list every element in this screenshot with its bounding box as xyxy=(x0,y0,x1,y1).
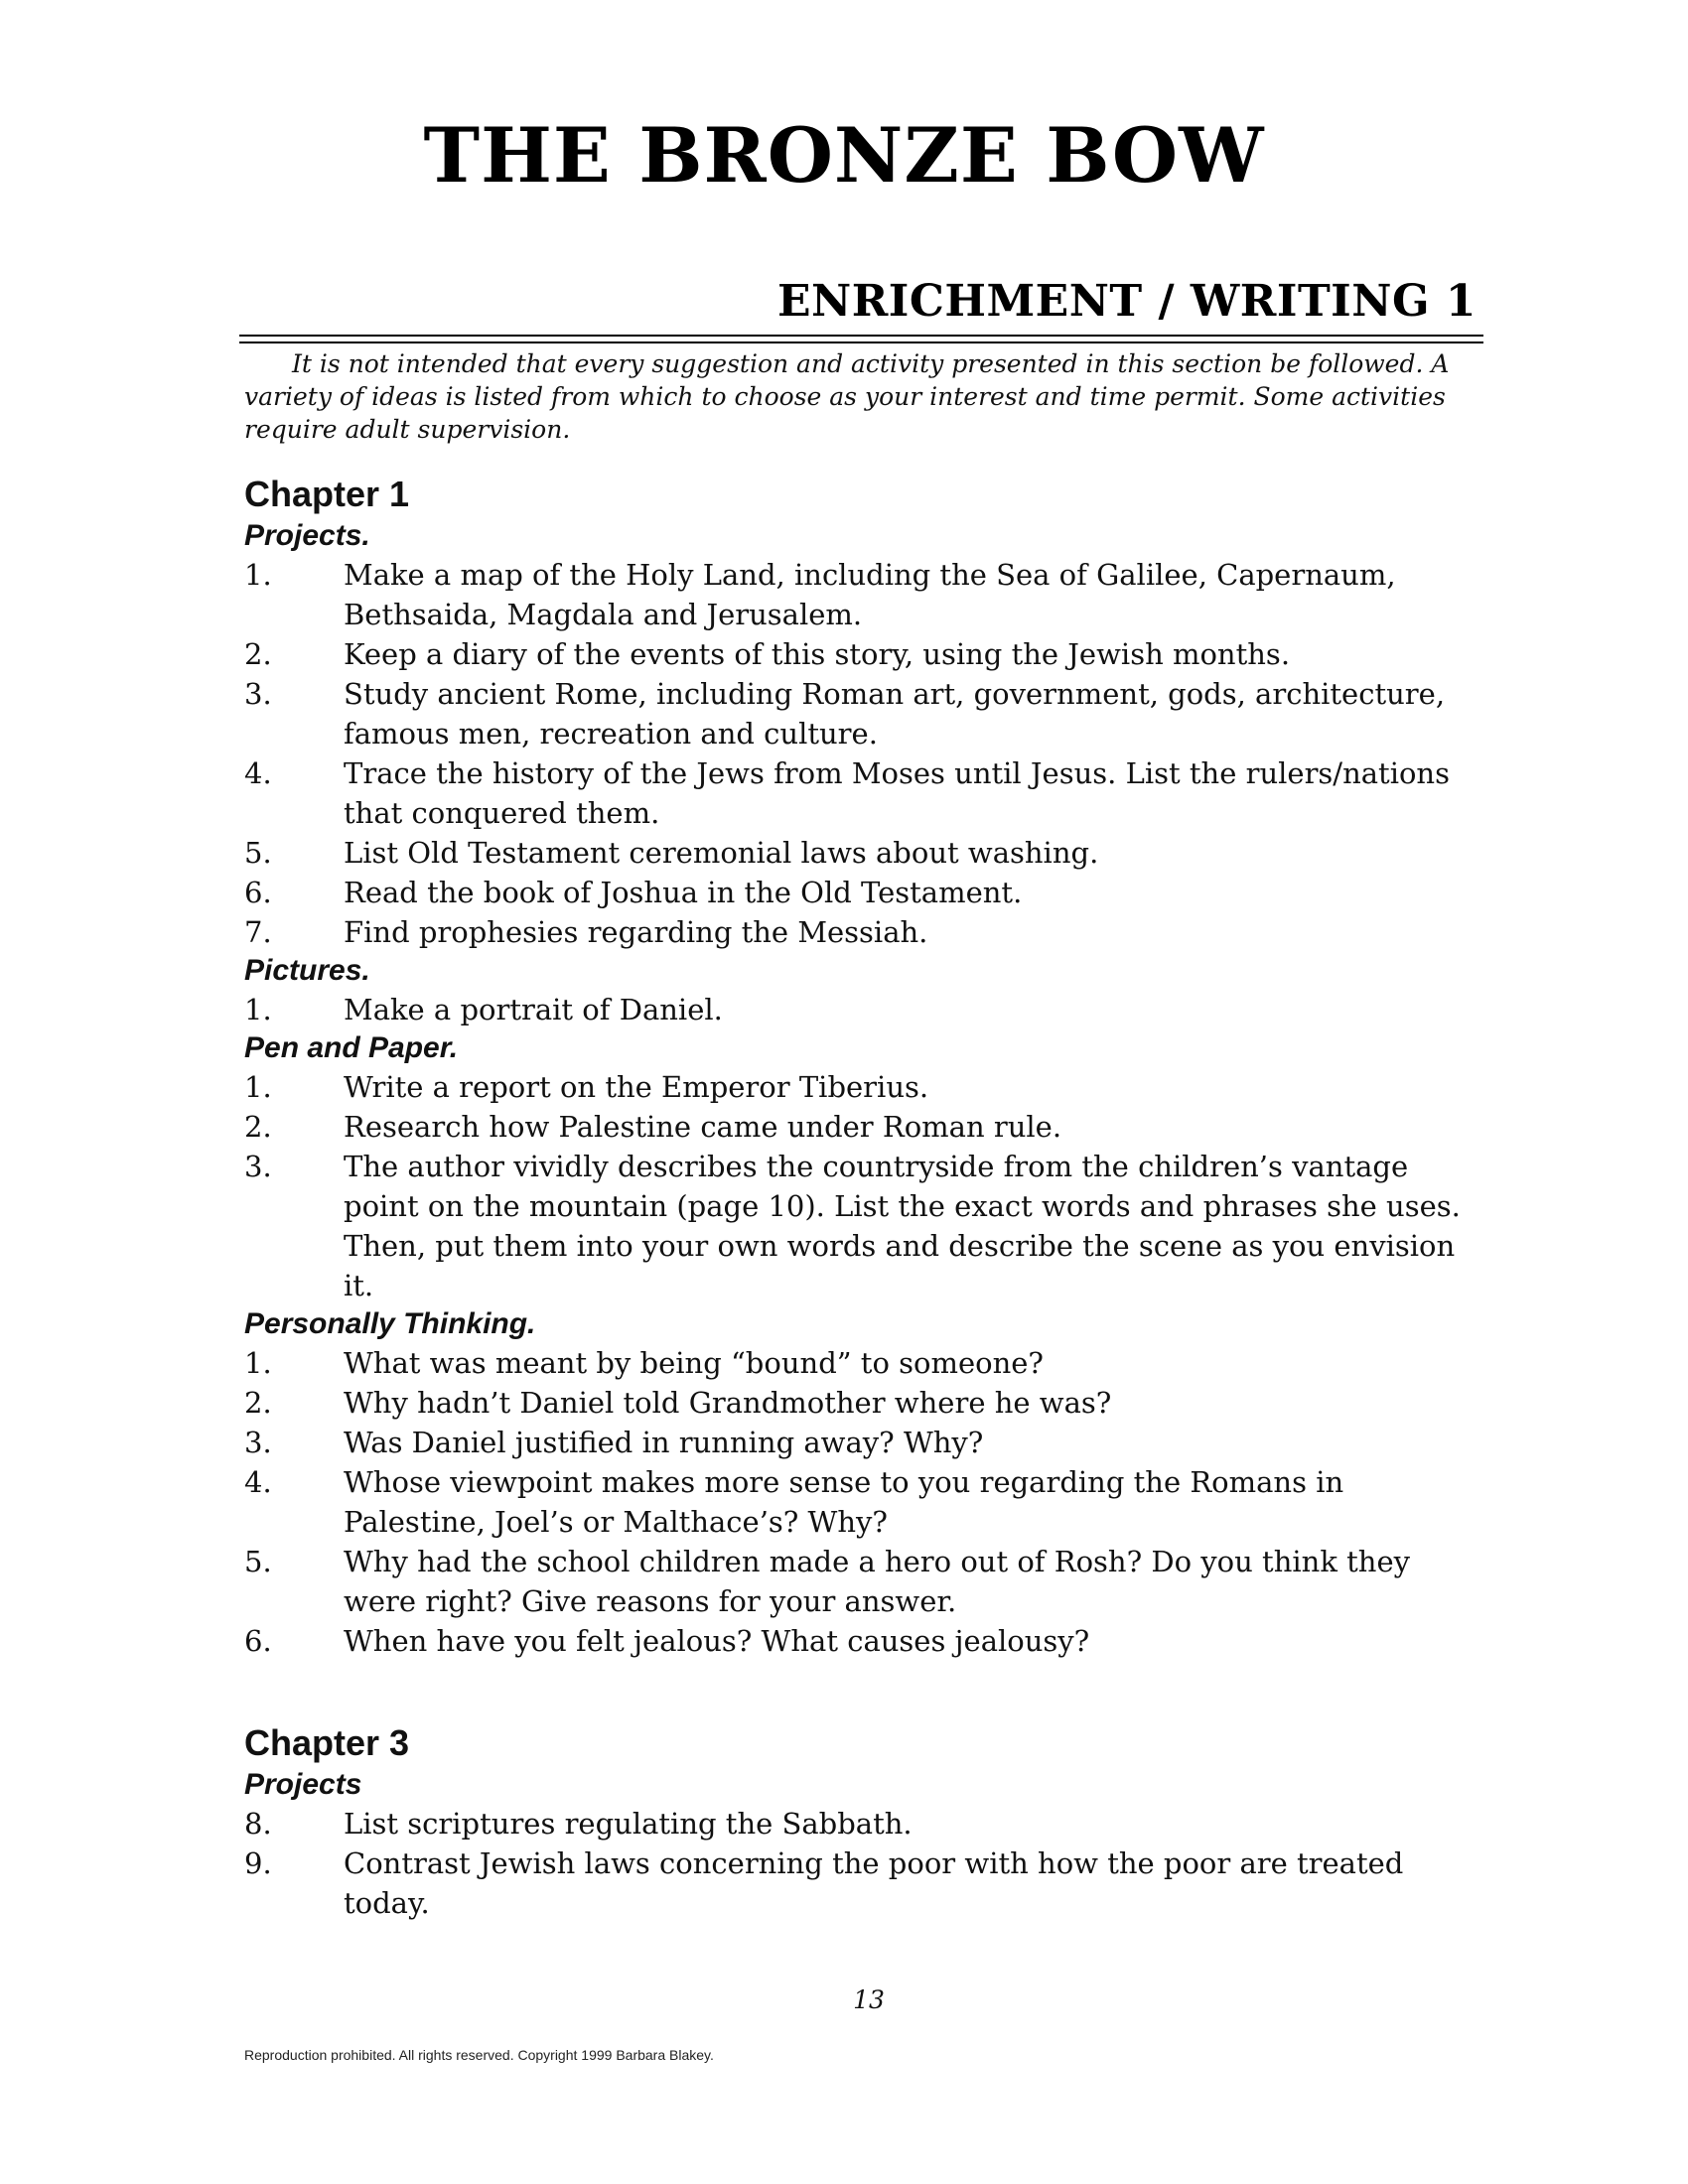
list-item xyxy=(244,1621,1485,1661)
list-item xyxy=(244,1107,1485,1147)
item-number: 5. xyxy=(244,836,272,870)
item-text: The author vividly describes the countryside from the children’s vantage point on the mountain (page 10). List the exact words and phrases she uses. Then, put them into your own words and describe the scene as you envision it. xyxy=(344,1150,1461,1302)
item-number: 8. xyxy=(244,1807,272,1841)
personally-thinking-list xyxy=(244,1343,1485,1661)
section-spacer xyxy=(244,1661,1485,1720)
item-text: List scriptures regulating the Sabbath. xyxy=(344,1807,913,1841)
list-item xyxy=(244,1383,1485,1423)
item-text: When have you felt jealous? What causes jealousy? xyxy=(344,1624,1090,1658)
copyright-notice: Reproduction prohibited. All rights reserved. Copyright 1999 Barbara Blakey. xyxy=(244,2047,714,2063)
double-rule-divider xyxy=(239,335,1483,343)
pictures-heading: Pictures. xyxy=(244,954,370,987)
list-item xyxy=(244,634,1485,674)
item-number: 3. xyxy=(244,1426,272,1459)
list-item xyxy=(244,1343,1485,1383)
intro-paragraph: It is not intended that every suggestion and activity presented in this section be followed. A variety of ideas is listed from which to choose as your interest and time permit. Some activities require adult supervision. xyxy=(244,349,1450,444)
item-number: 5. xyxy=(244,1545,272,1578)
item-number: 3. xyxy=(244,1150,272,1183)
chapter-3-projects-list xyxy=(244,1804,1485,1923)
item-text: Trace the history of the Jews from Moses until Jesus. List the rulers/nations that conquered them. xyxy=(344,756,1450,830)
item-number: 2. xyxy=(244,1386,272,1420)
item-number: 1. xyxy=(244,1070,272,1104)
item-number: 6. xyxy=(244,876,272,909)
item-text: Keep a diary of the events of this story, using the Jewish months. xyxy=(344,637,1291,671)
item-number: 2. xyxy=(244,637,272,671)
item-text: Contrast Jewish laws concerning the poor with how the poor are treated today. xyxy=(344,1846,1404,1920)
item-text: Study ancient Rome, including Roman art, government, gods, architecture, famous men, recreation and culture. xyxy=(344,677,1446,751)
pen-and-paper-heading: Pen and Paper. xyxy=(244,1031,459,1064)
item-number: 1. xyxy=(244,558,272,592)
chapter-3-heading: Chapter 3 xyxy=(244,1722,410,1763)
list-item xyxy=(244,1804,1485,1843)
projects-list xyxy=(244,555,1485,952)
list-item xyxy=(244,1843,1485,1923)
item-text: Whose viewpoint makes more sense to you regarding the Romans in Palestine, Joel’s or Malthace’s? Why? xyxy=(344,1465,1344,1539)
item-text: What was meant by being “bound” to someone? xyxy=(344,1346,1044,1380)
item-text: Research how Palestine came under Roman rule. xyxy=(344,1110,1062,1144)
list-item xyxy=(244,912,1485,952)
chapter-3-projects-heading: Projects xyxy=(244,1768,362,1801)
list-item xyxy=(244,833,1485,873)
list-item xyxy=(244,1147,1485,1305)
item-number: 4. xyxy=(244,756,272,790)
list-item xyxy=(244,753,1485,833)
chapter-1-heading: Chapter 1 xyxy=(244,474,410,514)
item-text: Was Daniel justified in running away? Why? xyxy=(344,1426,984,1459)
item-text: Find prophesies regarding the Messiah. xyxy=(344,915,928,949)
list-item xyxy=(244,1423,1485,1462)
list-item xyxy=(244,990,1485,1029)
item-text: Make a portrait of Daniel. xyxy=(344,993,723,1026)
item-text: Why had the school children made a hero out of Rosh? Do you think they were right? Give reasons for your answer. xyxy=(344,1545,1410,1618)
list-item xyxy=(244,674,1485,753)
personally-thinking-heading: Personally Thinking. xyxy=(244,1307,536,1340)
item-number: 1. xyxy=(244,1346,272,1380)
document-title: THE BRONZE BOW xyxy=(423,111,1265,200)
item-number: 6. xyxy=(244,1624,272,1658)
section-title: ENRICHMENT / WRITING 1 xyxy=(776,276,1477,327)
list-item xyxy=(244,873,1485,912)
item-number: 3. xyxy=(244,677,272,711)
item-text: Make a map of the Holy Land, including the Sea of Galilee, Capernaum, Bethsaida, Magdala and Jerusalem. xyxy=(344,558,1396,631)
item-number: 7. xyxy=(244,915,272,949)
item-number: 1. xyxy=(244,993,272,1026)
projects-heading: Projects. xyxy=(244,519,370,552)
list-item xyxy=(244,1542,1485,1621)
page-number: 13 xyxy=(853,1985,885,2014)
item-number: 9. xyxy=(244,1846,272,1880)
item-text: List Old Testament ceremonial laws about washing. xyxy=(344,836,1099,870)
list-item xyxy=(244,555,1485,634)
main-content xyxy=(244,472,1485,1923)
item-text: Why hadn’t Daniel told Grandmother where he was? xyxy=(344,1386,1112,1420)
list-item xyxy=(244,1067,1485,1107)
item-number: 4. xyxy=(244,1465,272,1499)
item-text: Read the book of Joshua in the Old Testament. xyxy=(344,876,1023,909)
item-text: Write a report on the Emperor Tiberius. xyxy=(344,1070,929,1104)
list-item xyxy=(244,1462,1485,1542)
item-number: 2. xyxy=(244,1110,272,1144)
pen-and-paper-list xyxy=(244,1067,1485,1305)
pictures-list xyxy=(244,990,1485,1029)
